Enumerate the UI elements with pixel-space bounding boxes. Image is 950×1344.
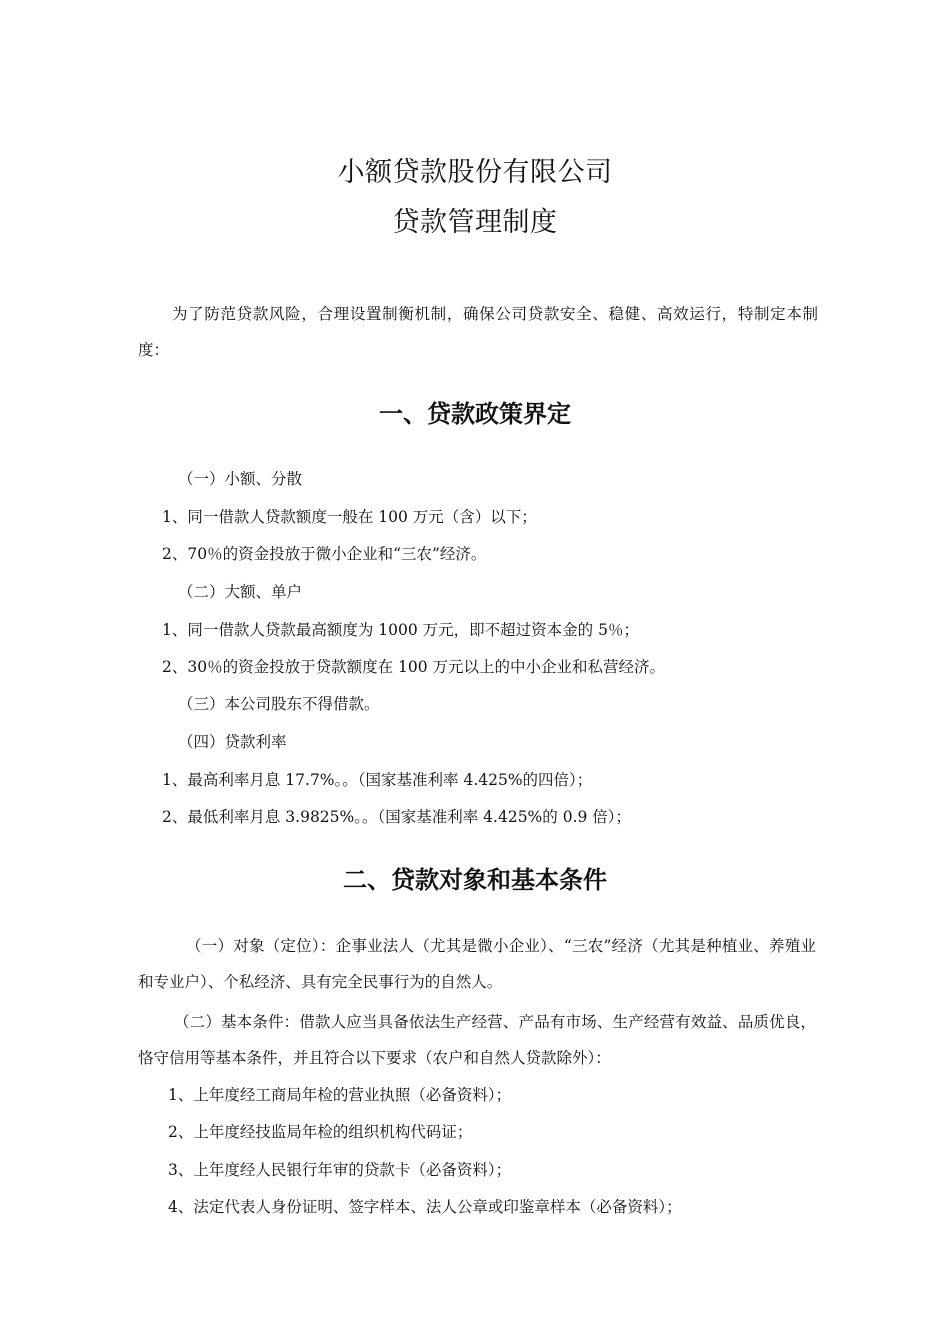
section1-item: （四）贷款利率	[178, 733, 287, 751]
section1-item: 2、70％的资金投放于微小企业和“三农”经济。	[162, 545, 487, 563]
section1-item: 1、同一借款人贷款最高额度为 1000 万元，即不超过资本金的 5％；	[162, 621, 639, 639]
section-heading-1: 一、贷款政策界定	[379, 400, 571, 428]
intro-paragraph: 为了防范贷款风险，合理设置制衡机制，确保公司贷款安全、稳健、高效运行，特制定本制度：	[138, 305, 818, 359]
section2-item: 3、上年度经人民银行年审的贷款卡（必备资料）；	[168, 1161, 512, 1179]
section-heading-2: 二、贷款对象和基本条件	[343, 866, 607, 894]
section1-item: （二）大额、单户	[178, 583, 303, 601]
section2-item: 2、上年度经技监局年检的组织机构代码证；	[168, 1123, 473, 1141]
section2-item: 4、法定代表人身份证明、签字样本、法人公章或印鉴章样本（必备资料）；	[168, 1198, 682, 1216]
section1-item: （一）小额、分散	[178, 470, 303, 488]
section2-paragraph-conditions: （二）基本条件：借款人应当具备依法生产经营、产品有市场、生产经营有效益、品质优良，恪守信用等基本条件，并且符合以下要求（农户和自然人贷款除外）：	[138, 1013, 816, 1067]
document-title-regulation: 贷款管理制度	[392, 207, 558, 238]
section2-item: 1、上年度经工商局年检的营业执照（必备资料）；	[168, 1086, 512, 1104]
section1-item: （三）本公司股东不得借款。	[178, 695, 380, 713]
section1-item: 2、最低利率月息 3.9825%。。（国家基准利率 4.425%的 0.9 倍）；	[162, 808, 632, 826]
section2-paragraph-object: （一）对象（定位）：企事业法人（尤其是微小企业）、“三农”经济（尤其是种植业、养殖业和专业户）、个私经济、具有完全民事行为的自然人。	[138, 937, 816, 991]
section1-item: 1、同一借款人贷款额度一般在 100 万元（含）以下；	[162, 508, 537, 526]
section1-item: 1、最高利率月息 17.7%。。（国家基准利率 4.425%的四倍）；	[162, 771, 593, 789]
document-title-company: 小额贷款股份有限公司	[337, 157, 613, 188]
section1-item: 2、30％的资金投放于贷款额度在 100 万元以上的中小企业和私营经济。	[162, 658, 666, 676]
